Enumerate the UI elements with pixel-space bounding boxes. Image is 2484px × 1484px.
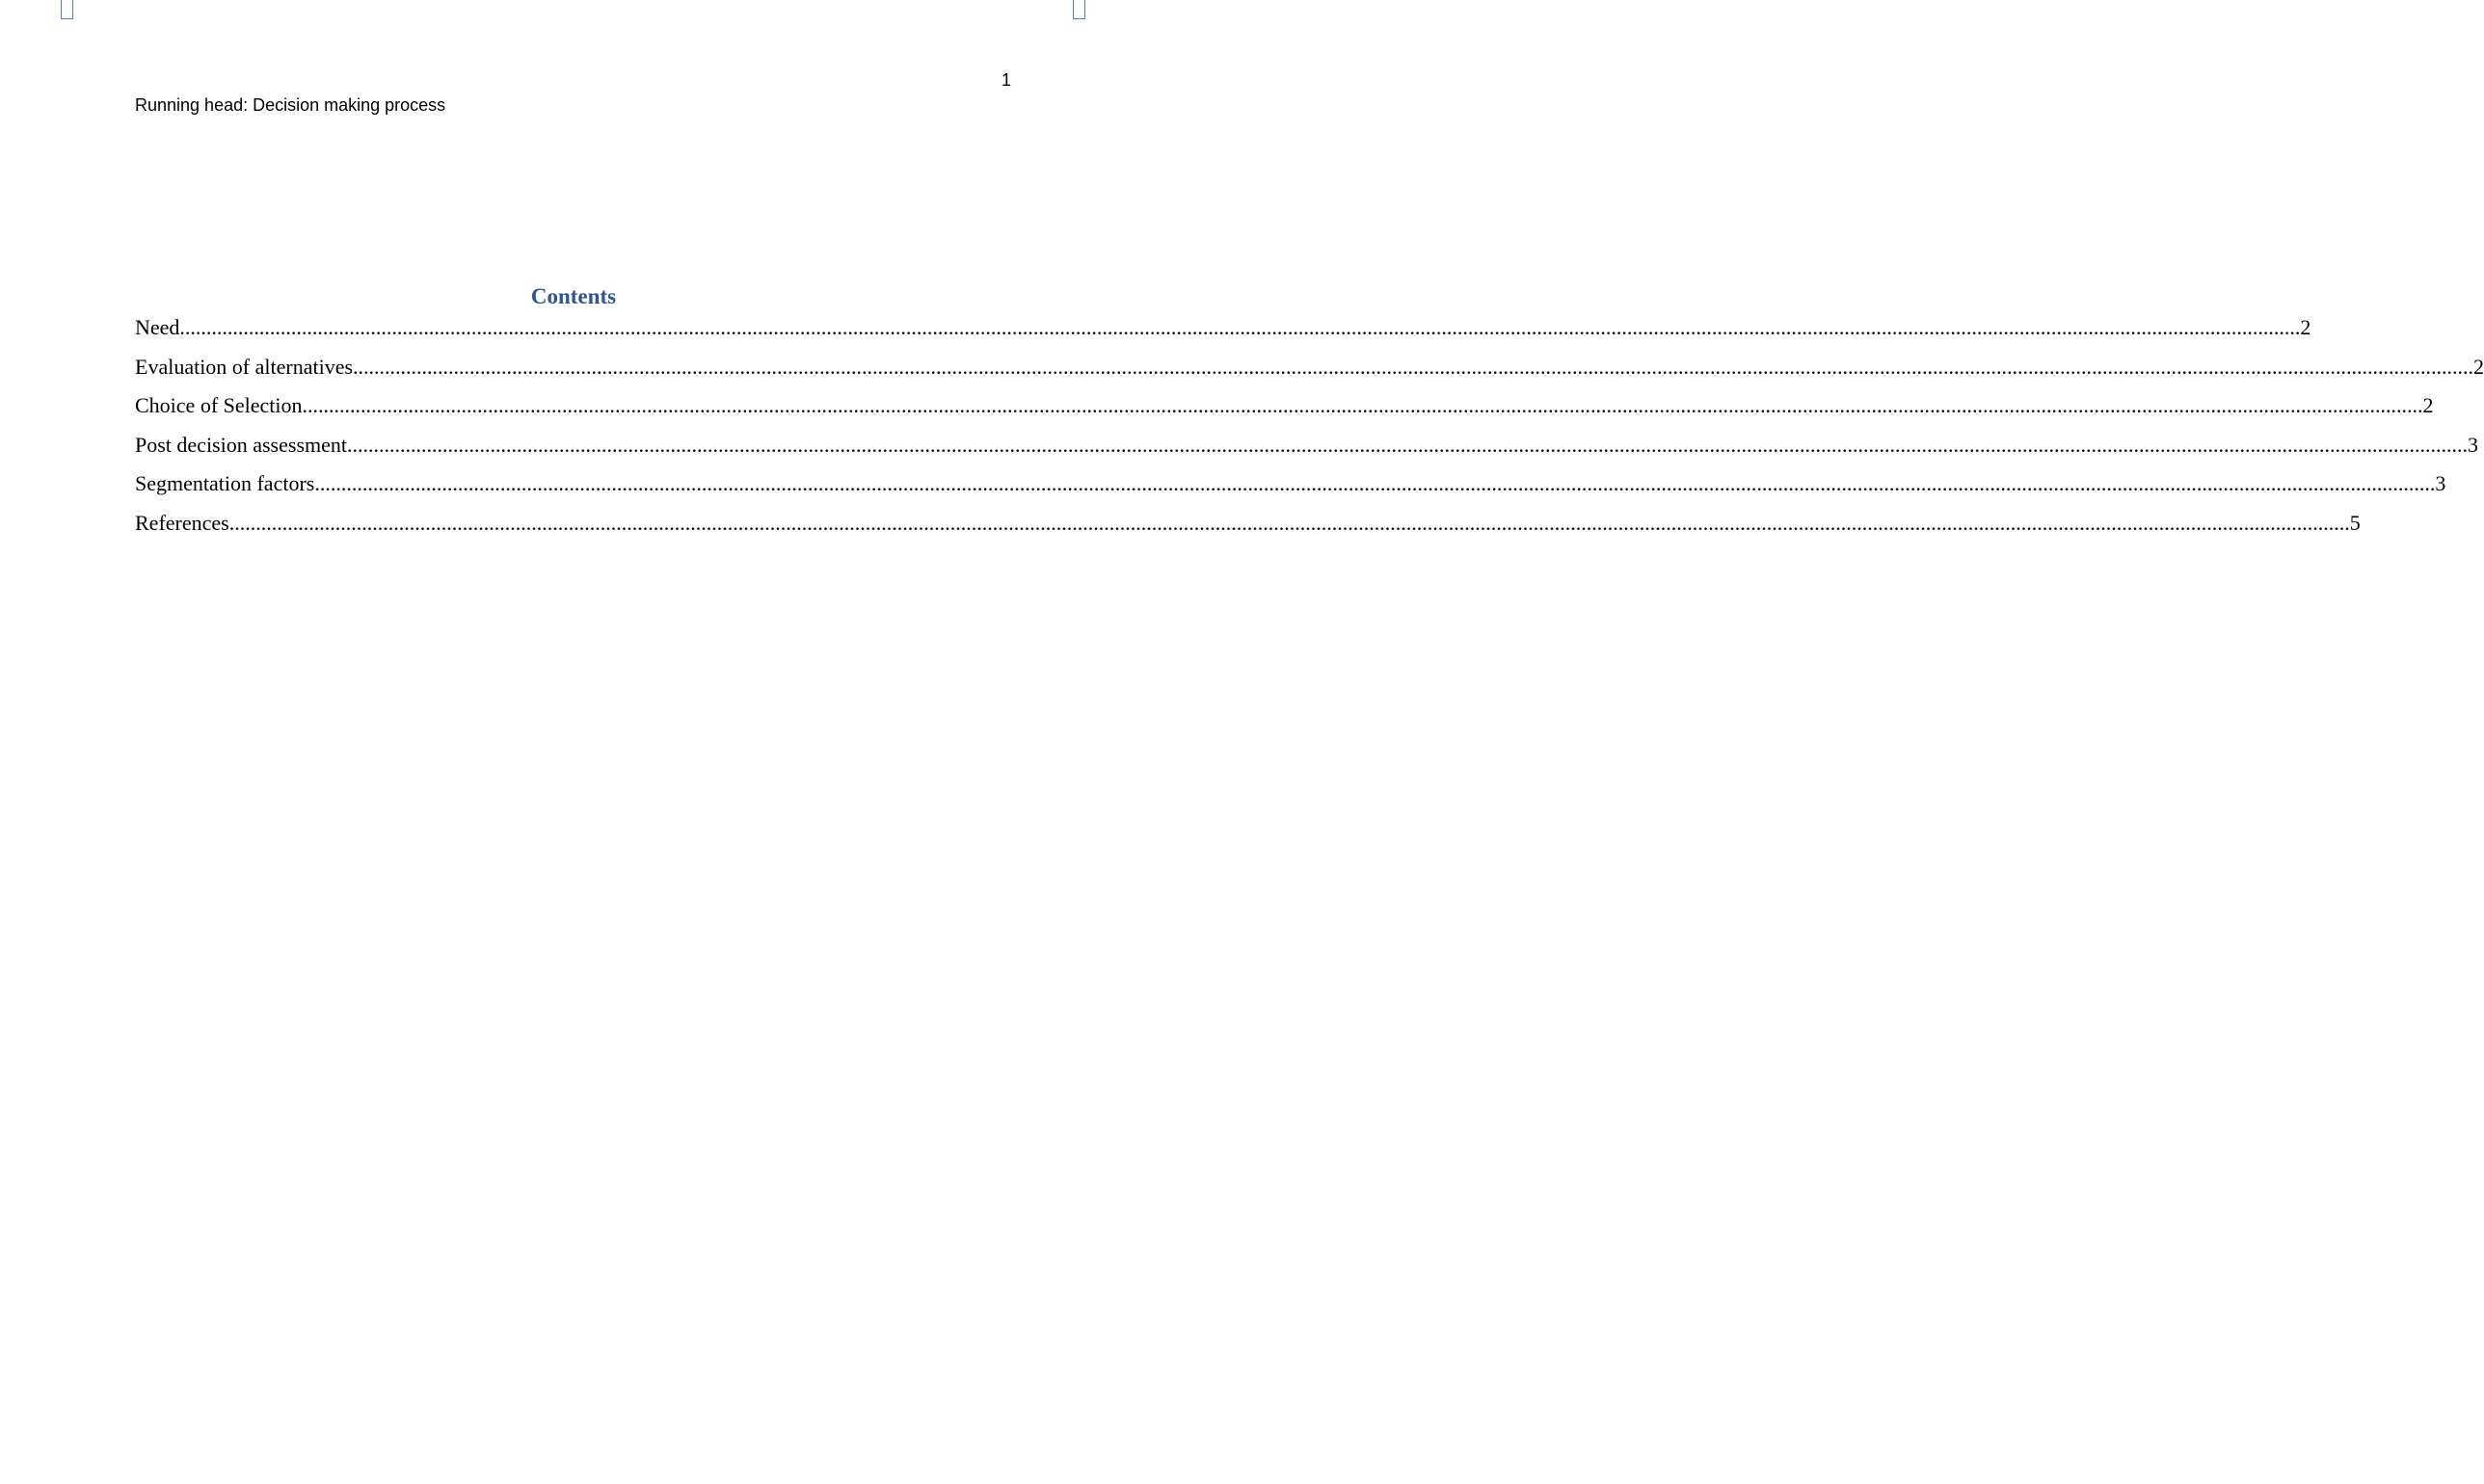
toc-entry-page: 2	[2473, 354, 2484, 379]
toc-entry-label: Post decision assessment	[135, 432, 347, 457]
toc-entry-need[interactable]	[135, 314, 2311, 354]
toc-entry-label: References	[135, 510, 229, 535]
crop-mark-right	[1073, 0, 1085, 19]
toc-entry-evaluation-of-alternatives[interactable]	[135, 354, 2484, 393]
toc-entry-choice-of-selection[interactable]	[135, 392, 2434, 432]
toc-entry-label: Need	[135, 315, 180, 339]
dot-leader: ................................................................................................................................................................................................................................................................................................................................................................................................................	[353, 354, 2474, 379]
crop-mark-left	[61, 0, 73, 19]
toc-entry-page: 3	[2435, 471, 2446, 495]
toc-entry-page: 5	[2349, 510, 2361, 535]
dot-leader: ................................................................................................................................................................................................................................................................................................................................................................................................................	[228, 510, 2350, 535]
toc-entry-label: Segmentation factors	[135, 471, 315, 495]
toc-entry-label: Choice of Selection	[135, 393, 303, 417]
page-number: 1	[1001, 70, 1011, 90]
toc-entry-post-decision-assessment[interactable]	[135, 432, 2478, 471]
toc-entry-label: Evaluation of alternatives	[135, 354, 354, 379]
toc-entry-page: 2	[2422, 393, 2434, 417]
table-of-contents	[135, 314, 2484, 548]
toc-entry-segmentation-factors[interactable]	[135, 470, 2446, 510]
running-head: Running head: Decision making process	[135, 95, 446, 115]
dot-leader: ................................................................................................................................................................................................................................................................................................................................................................................................................	[314, 471, 2436, 495]
toc-entry-references[interactable]	[135, 510, 2361, 549]
dot-leader: ................................................................................................................................................................................................................................................................................................................................................................................................................	[302, 393, 2423, 417]
toc-title: Contents	[530, 284, 617, 308]
toc-entry-page: 2	[2300, 315, 2311, 339]
toc-entry-page: 3	[2468, 432, 2478, 457]
dot-leader: ................................................................................................................................................................................................................................................................................................................................................................................................................	[179, 315, 2301, 339]
dot-leader: ................................................................................................................................................................................................................................................................................................................................................................................................................	[347, 432, 2468, 457]
